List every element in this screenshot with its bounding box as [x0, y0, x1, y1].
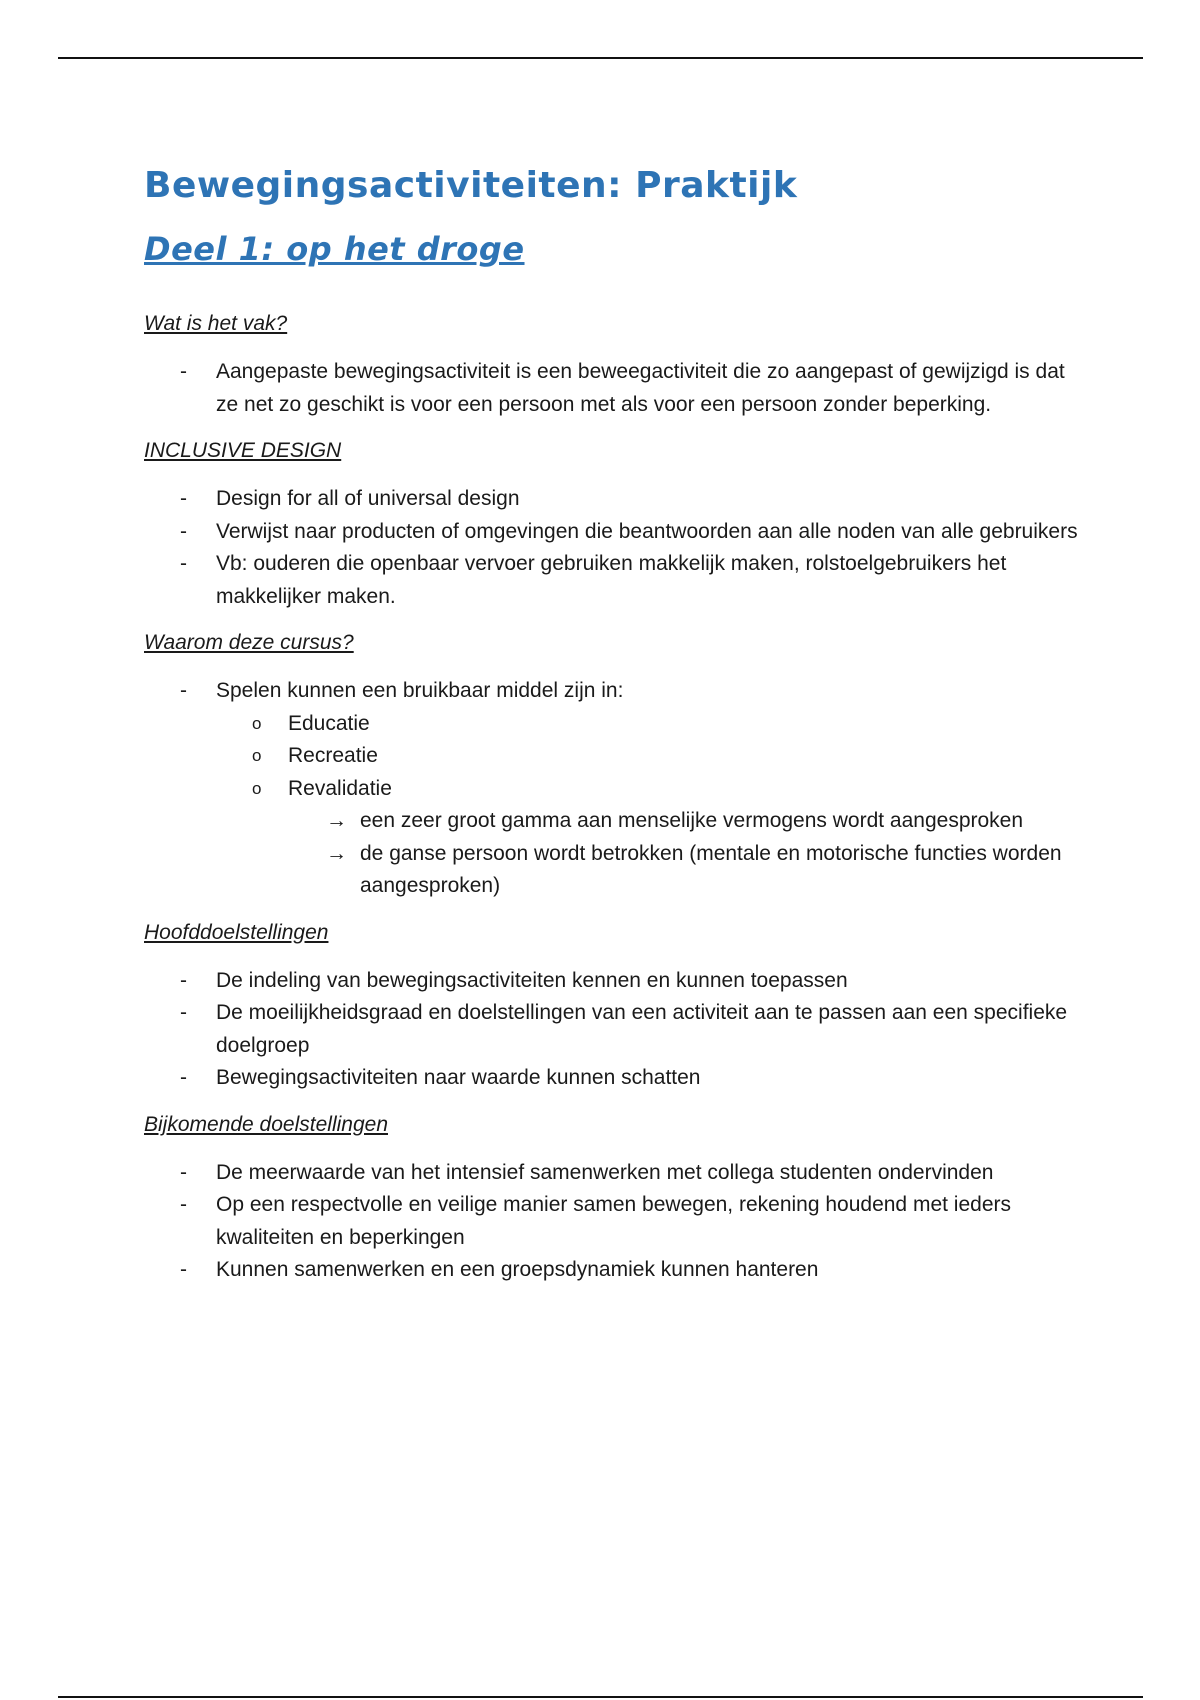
- section-hoofddoelstellingen: [144, 919, 1084, 1095]
- dash-bullet: -: [180, 1001, 187, 1024]
- list-item-text: Aangepaste bewegingsactiviteit is een beweegactiviteit die zo aangepast of gewijzigd is dat ze net zo geschikt is voor een persoon met als voor een persoon zonder beperking.: [216, 360, 1065, 416]
- list-item: [144, 1062, 1084, 1095]
- list-item-text: De moeilijkheidsgraad en doelstellingen van een activiteit aan te passen aan een specifieke doelgroep: [216, 1001, 1068, 1057]
- section-heading: Wat is het vak?: [144, 312, 288, 335]
- list-item-text: Verwijst naar producten of omgevingen die beantwoorden aan alle noden van alle gebruikers: [216, 519, 1078, 543]
- sub-list-item: [216, 773, 1084, 903]
- dash-bullet: -: [180, 487, 187, 510]
- sub-list-item-text: Recreatie: [288, 744, 378, 767]
- list-item-text: Design for all of universal design: [216, 487, 520, 510]
- list-item-text: Spelen kunnen een bruikbaar middel zijn in:: [216, 679, 624, 702]
- dash-bullet: -: [180, 1160, 187, 1184]
- sub-list-item: [216, 740, 1084, 773]
- list-item-text: Bewegingsactiviteiten naar waarde kunnen schatten: [216, 1066, 701, 1089]
- list-item-text: De meerwaarde van het intensief samenwerken met collega studenten ondervinden: [216, 1160, 994, 1184]
- arrow-right-icon: →: [326, 809, 347, 832]
- list-item: [144, 1189, 1084, 1254]
- section-waarom-deze-cursus: [144, 629, 1084, 903]
- section-heading: INCLUSIVE DESIGN: [144, 439, 342, 462]
- dash-bullet: -: [180, 1258, 187, 1281]
- dash-bullet: -: [180, 1066, 187, 1089]
- bullet-list: [144, 483, 1084, 613]
- list-item: [144, 1254, 1084, 1287]
- bullet-list: [144, 965, 1084, 1095]
- arrow-item-text: een zeer groot gamma aan menselijke vermogens wordt aangesproken: [360, 809, 1024, 832]
- list-item: [144, 548, 1084, 613]
- footer-rule: [58, 1696, 1143, 1698]
- bullet-list: [144, 1157, 1084, 1287]
- circle-bullet: o: [252, 746, 262, 765]
- list-item: [144, 483, 1084, 516]
- list-item-text: Op een respectvolle en veilige manier samen bewegen, rekening houdend met ieders kwaliteiten en beperkingen: [216, 1193, 1011, 1249]
- list-item-text: Vb: ouderen die openbaar vervoer gebruiken makkelijk maken, rolstoelgebruikers het makkelijker maken.: [216, 552, 1007, 608]
- page-title: Bewegingsactiviteiten: Praktijk: [144, 165, 798, 206]
- arrow-list: [288, 805, 1084, 903]
- dash-bullet: -: [180, 519, 187, 543]
- list-item: [144, 1157, 1084, 1190]
- section-bijkomende-doelstellingen: [144, 1111, 1084, 1287]
- list-item: [144, 356, 1084, 421]
- circle-bullet: o: [252, 778, 262, 798]
- dash-bullet: -: [180, 968, 187, 992]
- header-rule: [58, 57, 1143, 59]
- section-heading: Bijkomende doelstellingen: [144, 1112, 388, 1136]
- arrow-item: [288, 838, 1084, 903]
- circle-bullet: o: [252, 713, 262, 733]
- section-inclusive-design: [144, 437, 1084, 613]
- list-item-text: Kunnen samenwerken en een groepsdynamiek kunnen hanteren: [216, 1258, 819, 1281]
- dash-bullet: -: [180, 1193, 187, 1216]
- list-item: [144, 675, 1084, 903]
- list-item: [144, 516, 1084, 549]
- list-item-text: De indeling van bewegingsactiviteiten kennen en kunnen toepassen: [216, 968, 848, 992]
- sub-list-item-text: Revalidatie: [288, 776, 392, 800]
- arrow-item-text: de ganse persoon wordt betrokken (mentale en motorische functies worden aangesproken): [360, 841, 1062, 897]
- dash-bullet: -: [180, 360, 187, 383]
- bullet-list: [144, 675, 1084, 903]
- page-subtitle: Deel 1: op het droge: [144, 230, 525, 268]
- section-wat-is-het-vak: [144, 310, 1084, 421]
- section-heading: Hoofddoelstellingen: [144, 920, 329, 944]
- dash-bullet: -: [180, 552, 187, 575]
- document-body: [144, 160, 1084, 1287]
- arrow-item: [288, 805, 1084, 838]
- list-item: [144, 997, 1084, 1062]
- arrow-right-icon: →: [326, 841, 347, 865]
- sub-list-item: [216, 708, 1084, 741]
- dash-bullet: -: [180, 679, 187, 702]
- sub-bullet-list: [216, 708, 1084, 903]
- bullet-list: [144, 356, 1084, 421]
- list-item: [144, 965, 1084, 998]
- section-heading: Waarom deze cursus?: [144, 631, 354, 654]
- sub-list-item-text: Educatie: [288, 711, 370, 735]
